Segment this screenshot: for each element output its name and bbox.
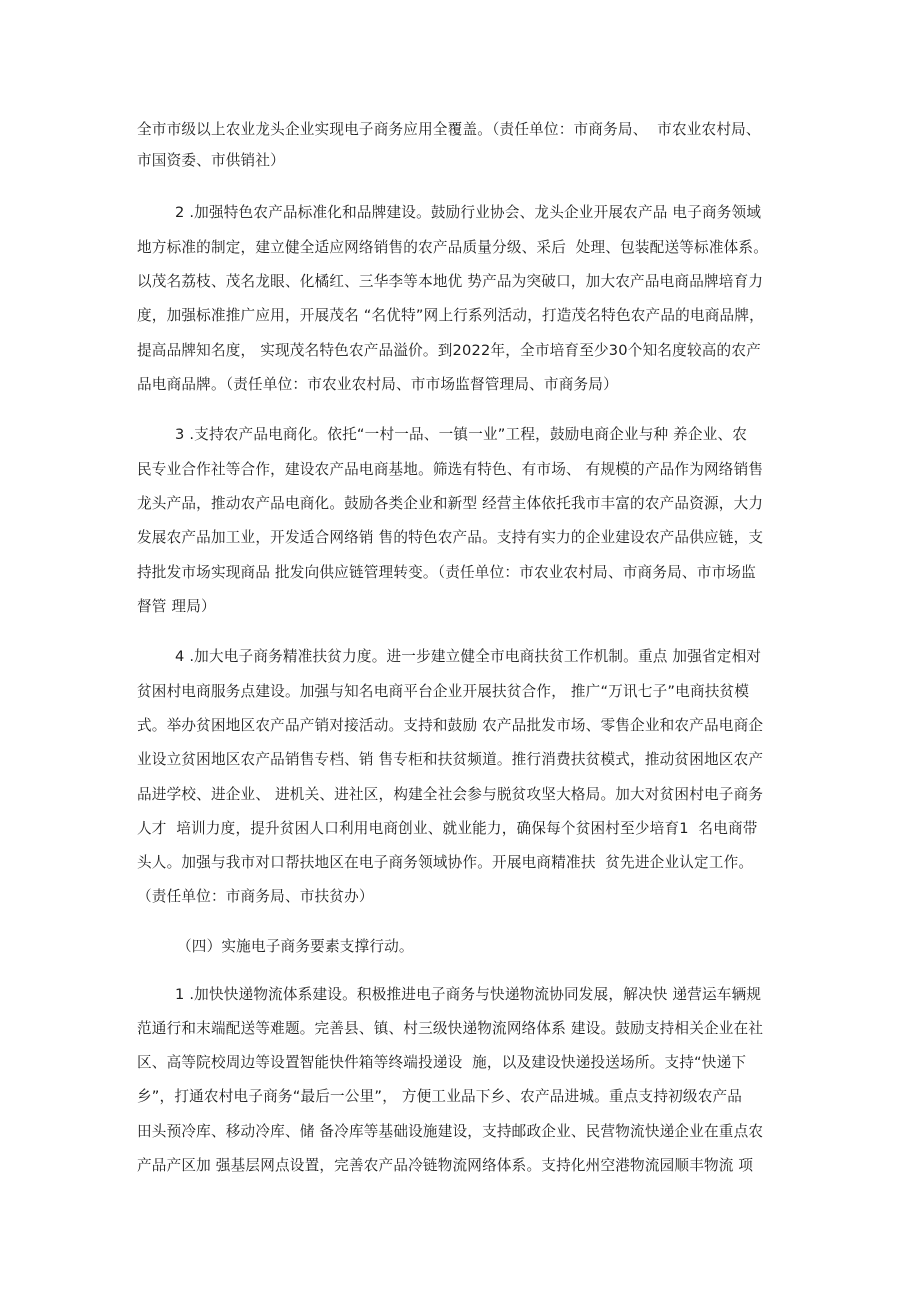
section-heading: （四）实施电子商务要素支撑行动。: [177, 938, 414, 955]
text-line: 范通行和末端配送等难题。完善县、镇、村三级快递物流网络体系 建设。鼓励支持相关企业在社: [137, 1020, 764, 1037]
text-line: 督管 理局）: [137, 598, 216, 615]
text-line: 3 .支持农产品电商化。依托“一村一品、一镇一业”工程，鼓励电商企业与种 养企业、农: [175, 426, 748, 443]
text-line: 田头预冷库、移动冷库、储 备冷库等基础设施建设，支持邮政企业、民营物流快递企业在重点农: [137, 1123, 764, 1140]
text-line: 1 .加快快递物流体系建设。积极推进电子商务与快递物流协同发展，解决快 递营运车辆规: [175, 986, 762, 1003]
text-line: 品进学校、进企业、 进机关、进社区，构建全社会参与脱贫攻坚大格局。加大对贫困村电子商务: [137, 786, 764, 803]
text-line: 人才 培训力度，提升贫困人口利用电商创业、就业能力，确保每个贫困村至少培育1 名电商带: [137, 820, 758, 837]
text-line: 2 .加强特色农产品标准化和品牌建设。鼓励行业协会、龙头企业开展农产品 电子商务领域: [175, 204, 762, 221]
text-line: 地方标准的制定，建立健全适应网络销售的农产品质量分级、采后 处理、包装配送等标准体系。: [137, 239, 769, 256]
text-line: 龙头产品，推动农产品电商化。鼓励各类企业和新型 经营主体依托我市丰富的农产品资源，大力: [137, 495, 764, 512]
text-line: 以茂名荔枝、茂名龙眼、化橘红、三华李等本地优 势产品为突破口，加大农产品电商品牌培育力: [137, 273, 764, 290]
text-line: 式。举办贫困地区农产品产销对接活动。支持和鼓励 农产品批发市场、零售企业和农产品电商企: [137, 717, 764, 734]
text-line: 乡”，打通农村电子商务“最后一公里”， 方便工业品下乡、农产品进城。重点支持初级农产品: [137, 1088, 743, 1105]
text-line: 民专业合作社等合作，建设农产品电商基地。筛选有特色、有市场、 有规模的产品作为网络销售: [137, 461, 764, 478]
text-line: 业设立贫困地区农产品销售专档、销 售专柜和扶贫频道。推行消费扶贫模式，推动贫困地区农产: [137, 751, 764, 768]
text-line: 全市市级以上农业龙头企业实现电子商务应用全覆盖。（责任单位：市商务局、 市农业农村局、: [137, 121, 761, 138]
text-line: 头人。加强与我市对口帮扶地区在电子商务领域协作。开展电商精准扶 贫先进企业认定工作。: [137, 854, 754, 871]
text-line: 发展农产品加工业，开发适合网络销 售的特色农产品。支持有实力的企业建设农产品供应链，支: [137, 529, 764, 546]
text-line: 4 .加大电子商务精准扶贫力度。进一步建立健全市电商扶贫工作机制。重点 加强省定相对: [175, 648, 762, 665]
text-line: 区、高等院校周边等设置智能快件箱等终端投递设 施，以及建设快递投送场所。支持“快递下: [137, 1054, 747, 1071]
text-line: 贫困村电商服务点建设。加强与知名电商平台企业开展扶贫合作， 推广“万讯七子”电商扶贫模: [137, 683, 750, 700]
text-line: 提高品牌知名度， 实现茂名特色农产品溢价。到2022年，全市培育至少30个知名度较高的农产: [137, 342, 761, 359]
text-line: （责任单位：市商务局、市扶贫办）: [137, 888, 374, 905]
text-line: 市国资委、市供销社）: [137, 152, 285, 169]
text-line: 品电商品牌。（责任单位：市农业农村局、市市场监督管理局、市商务局）: [137, 376, 618, 393]
text-line: 度，加强标准推广应用，开展茂名 “名优特”网上行系列活动，打造茂名特色农产品的电商品牌，: [137, 307, 764, 324]
text-line: 持批发市场实现商品 批发向供应链管理转变。（责任单位：市农业农村局、市商务局、市市场监: [137, 564, 756, 581]
text-line: 产品产区加 强基层网点设置，完善农产品冷链物流网络体系。支持化州空港物流园顺丰物流 项: [137, 1157, 754, 1174]
